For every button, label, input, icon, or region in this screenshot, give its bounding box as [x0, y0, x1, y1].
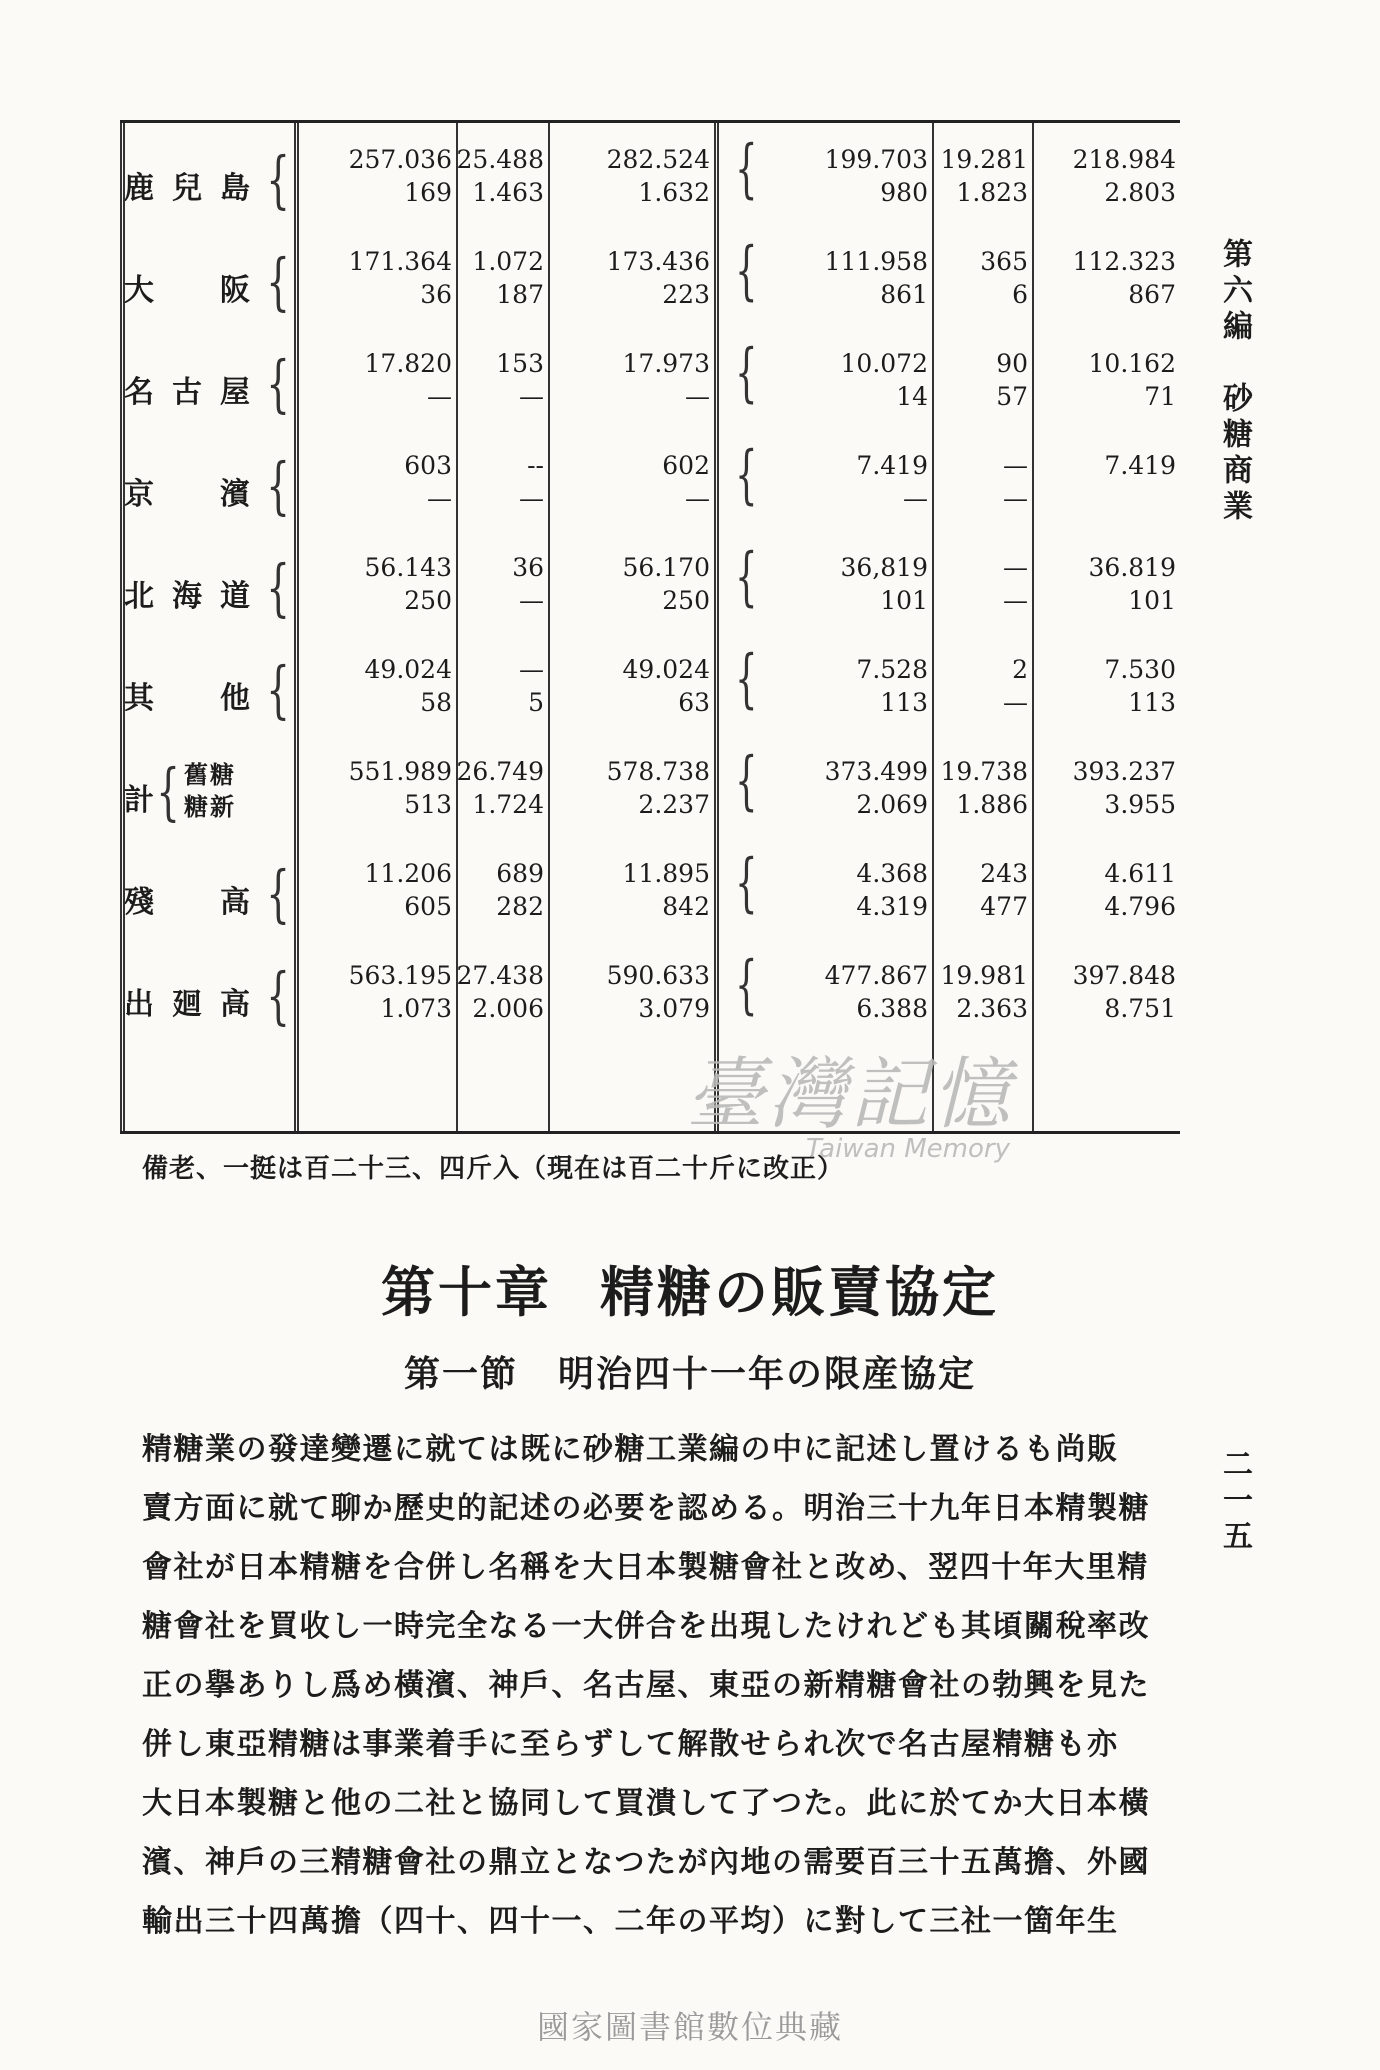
row-label-text: 大 阪: [124, 273, 252, 308]
table-cell-c2: [454, 245, 544, 321]
body-line: 併し東亞精糖は事業着手に至らずして解散せられ次で名古屋精糖も亦: [142, 1727, 1119, 1762]
cell-value: 56.143: [364, 553, 452, 582]
archive-footer: 國家圖書館數位典藏: [536, 2008, 843, 2046]
cell-value: 4.319: [856, 892, 928, 921]
side-part-label: 第六編: [1217, 238, 1252, 346]
table-row: [120, 337, 1180, 433]
body-text: [142, 1424, 1172, 1955]
cell-value: —: [685, 484, 710, 513]
cell-value: —: [519, 484, 544, 513]
cell-value: 393.237: [1072, 757, 1176, 786]
taiwan-memory-watermark: [686, 1032, 1014, 1164]
cell-value: —: [519, 382, 544, 411]
table-cell-c6: [1036, 959, 1176, 1035]
section-heading: [0, 1346, 1380, 1397]
cell-value: —: [1003, 451, 1028, 480]
cell-value: 2.803: [1104, 178, 1176, 207]
brace-mark: {: [266, 653, 292, 726]
brace-mark: {: [735, 438, 758, 512]
table-row: [120, 949, 1180, 1045]
cell-value: 56.170: [622, 553, 710, 582]
table-cell-c6: [1036, 245, 1176, 321]
cell-value: 36: [420, 280, 452, 309]
cell-value: 27.438: [456, 961, 544, 990]
cell-value: 57: [996, 382, 1028, 411]
cell-value: 243: [980, 859, 1028, 888]
table-row: [120, 745, 1180, 841]
cell-value: —: [903, 484, 928, 513]
table-cell-c3: [560, 143, 710, 219]
table-cell-c1: [302, 959, 452, 1035]
cell-value: 19.981: [940, 961, 1028, 990]
cell-value: 1.632: [638, 178, 710, 207]
row-label: [124, 959, 294, 1033]
cell-value: 25.488: [456, 145, 544, 174]
cell-value: 373.499: [824, 757, 928, 786]
cell-value: 26.749: [456, 757, 544, 786]
table-cell-c1: [302, 653, 452, 729]
row-label: [124, 551, 294, 625]
cell-value: 171.364: [348, 247, 452, 276]
table-row: [120, 235, 1180, 331]
table-cell-c3: [560, 653, 710, 729]
row-label-text: 殘 高: [124, 885, 252, 920]
table-cell-c5: [934, 347, 1028, 423]
cell-value: 1.886: [956, 790, 1028, 819]
cell-value: 153: [496, 349, 544, 378]
body-line: 大日本製糖と他の二社と協同して買潰して了つた。此に於てか大日本橫: [142, 1786, 1150, 1821]
cell-value: 563.195: [348, 961, 452, 990]
cell-value: 1.072: [472, 247, 544, 276]
cell-value: 4.796: [1104, 892, 1176, 921]
brace-mark: {: [735, 540, 758, 614]
body-line: 濱、神戶の三精糖會社の鼎立となつたが內地の需要百三十五萬擔、外國: [142, 1845, 1150, 1880]
cell-value: 250: [404, 586, 452, 615]
table-cell-c6: [1036, 551, 1176, 627]
cell-value: 19.281: [940, 145, 1028, 174]
cell-value: 7.419: [1104, 451, 1176, 480]
table-cell-c6: [1036, 347, 1176, 423]
cell-value: 282: [496, 892, 544, 921]
cell-value: 10.162: [1088, 349, 1176, 378]
table-cell-c5: [934, 857, 1028, 933]
cell-value: 111.958: [824, 247, 928, 276]
cell-value: 1.724: [472, 790, 544, 819]
table-cell-c2: [454, 551, 544, 627]
table-row: [120, 541, 1180, 637]
table-cell-c4: [778, 449, 928, 525]
chapter-title: 精糖の販賣協定: [600, 1261, 999, 1324]
cell-value: 7.528: [856, 655, 928, 684]
cell-value: 49.024: [364, 655, 452, 684]
table-row: [120, 847, 1180, 943]
cell-value: 867: [1128, 280, 1176, 309]
cell-value: 58: [420, 688, 452, 717]
table-cell-c2: [454, 857, 544, 933]
table-cell-c1: [302, 755, 452, 831]
cell-value: 1.463: [472, 178, 544, 207]
cell-value: —: [1003, 553, 1028, 582]
body-line: 精糖業の發達變遷に就ては既に砂糖工業編の中に記述し置けるも尚販: [142, 1432, 1119, 1467]
brace-mark: {: [735, 642, 758, 716]
cell-value: —: [1003, 586, 1028, 615]
cell-value: 980: [880, 178, 928, 207]
row-label: [124, 143, 294, 217]
table-cell-c3: [560, 959, 710, 1035]
table-cell-c3: [560, 551, 710, 627]
cell-value: 365: [980, 247, 1028, 276]
cell-value: 199.703: [824, 145, 928, 174]
cell-value: 14: [896, 382, 928, 411]
table-cell-c1: [302, 347, 452, 423]
cell-value: 842: [662, 892, 710, 921]
cell-value: 6: [1012, 280, 1028, 309]
cell-value: 2.237: [638, 790, 710, 819]
chapter-heading: [0, 1250, 1380, 1327]
row-label-text: 計: [124, 783, 156, 818]
row-label: [124, 245, 294, 319]
cell-value: 17.820: [364, 349, 452, 378]
cell-value: 551.989: [348, 757, 452, 786]
section-title: 明治四十一年の限産協定: [558, 1354, 977, 1395]
row-label-text: 京 濱: [124, 477, 252, 512]
cell-value: 36,819: [840, 553, 928, 582]
table-cell-c6: [1036, 857, 1176, 933]
table-row: [120, 643, 1180, 739]
cell-value: 19.738: [940, 757, 1028, 786]
cell-value: 6.388: [856, 994, 928, 1023]
table-cell-c1: [302, 449, 452, 525]
cell-value: 7.419: [856, 451, 928, 480]
cell-value: 223: [662, 280, 710, 309]
brace-mark: {: [735, 336, 758, 410]
cell-value: 397.848: [1072, 961, 1176, 990]
cell-value: 3.955: [1104, 790, 1176, 819]
cell-value: 282.524: [606, 145, 710, 174]
cell-value: 10.072: [840, 349, 928, 378]
cell-value: 257.036: [348, 145, 452, 174]
table-cell-c2: [454, 449, 544, 525]
cell-value: 513: [404, 790, 452, 819]
cell-value: 2.069: [856, 790, 928, 819]
watermark-logo: 臺灣記憶: [686, 1050, 1015, 1140]
table-cell-c4: [778, 143, 928, 219]
cell-value: 113: [880, 688, 928, 717]
cell-value: 5: [528, 688, 544, 717]
table-cell-c1: [302, 551, 452, 627]
brace-mark: {: [735, 744, 758, 818]
table-cell-c5: [934, 245, 1028, 321]
table-cell-c1: [302, 245, 452, 321]
cell-value: 861: [880, 280, 928, 309]
table-cell-c4: [778, 245, 928, 321]
cell-value: 11.206: [364, 859, 452, 888]
cell-value: 90: [996, 349, 1028, 378]
cell-value: 590.633: [606, 961, 710, 990]
row-label-text: 其 他: [124, 681, 252, 716]
table-cell-c5: [934, 653, 1028, 729]
cell-value: 63: [678, 688, 710, 717]
cell-value: —: [685, 382, 710, 411]
cell-value: 17.973: [622, 349, 710, 378]
cell-value: 36: [512, 553, 544, 582]
row-label-text: 出 廻 高: [124, 987, 252, 1022]
cell-value: 605: [404, 892, 452, 921]
cell-value: 71: [1144, 382, 1176, 411]
page-number: 二一五: [1217, 1448, 1252, 1556]
brace-mark: {: [266, 245, 292, 318]
table-cell-c6: [1036, 143, 1176, 219]
watermark-subtitle: Taiwan Memory: [806, 1134, 1010, 1164]
table-cell-c3: [560, 245, 710, 321]
table-cell-c5: [934, 143, 1028, 219]
brace-mark: {: [266, 449, 292, 522]
cell-value: —: [519, 586, 544, 615]
row-sublabels: [184, 759, 236, 823]
cell-value: 101: [1128, 586, 1176, 615]
cell-value: 173.436: [606, 247, 710, 276]
cell-value: 3.079: [638, 994, 710, 1023]
cell-value: 187: [496, 280, 544, 309]
cell-value: 602: [662, 451, 710, 480]
table-cell-c1: [302, 857, 452, 933]
cell-value: 11.895: [622, 859, 710, 888]
table-cell-c4: [778, 755, 928, 831]
row-label: [124, 449, 294, 523]
table-cell-c3: [560, 857, 710, 933]
brace-mark: {: [266, 143, 292, 216]
brace-mark: {: [735, 234, 758, 308]
sugar-table: [120, 120, 1180, 1134]
table-cell-c3: [560, 347, 710, 423]
cell-value: 1.823: [956, 178, 1028, 207]
brace-mark: {: [735, 948, 758, 1022]
table-cell-c5: [934, 551, 1028, 627]
table-footnote: 備老、一挺は百二十三、四斤入（現在は百二十斤に改正）: [142, 1154, 845, 1184]
cell-value: 2: [1012, 655, 1028, 684]
cell-value: 578.738: [606, 757, 710, 786]
cell-value: —: [519, 655, 544, 684]
body-line: 賣方面に就て聊か歷史的記述の必要を認める。明治三十九年日本精製糖: [142, 1491, 1150, 1526]
section-number: 第一節: [403, 1354, 518, 1395]
cell-value: 2.363: [956, 994, 1028, 1023]
cell-value: 7.530: [1104, 655, 1176, 684]
cell-value: 2.006: [472, 994, 544, 1023]
table-cell-c3: [560, 755, 710, 831]
body-line: 輸出三十四萬擔（四十、四十一、二年の平均）に對して三社一箇年生: [142, 1904, 1119, 1939]
body-line: 糖會社を買收し一時完全なる一大併合を出現したけれども其頃關稅率改: [142, 1609, 1150, 1644]
body-line: 正の擧ありし爲め橫濱、神戶、名古屋、東亞の新精糖會社の勃興を見た: [142, 1668, 1150, 1703]
table-cell-c2: [454, 143, 544, 219]
table-row: [120, 133, 1180, 229]
cell-value: 250: [662, 586, 710, 615]
table-cell-c5: [934, 959, 1028, 1035]
cell-value: 101: [880, 586, 928, 615]
brace-mark: {: [735, 846, 758, 920]
cell-value: —: [427, 484, 452, 513]
brace-mark: {: [735, 132, 758, 206]
row-sublabel: 糖新: [184, 792, 236, 821]
row-label: [124, 857, 294, 931]
cell-value: —: [427, 382, 452, 411]
cell-value: 477.867: [824, 961, 928, 990]
cell-value: 603: [404, 451, 452, 480]
table-cell-c5: [934, 755, 1028, 831]
brace-mark: {: [266, 347, 292, 420]
cell-value: 112.323: [1072, 247, 1176, 276]
cell-value: --: [527, 451, 544, 480]
table-cell-c6: [1036, 653, 1176, 729]
cell-value: 689: [496, 859, 544, 888]
brace-mark: {: [156, 755, 182, 828]
cell-value: [1036, 482, 1176, 515]
row-label: [124, 755, 294, 829]
cell-value: 218.984: [1072, 145, 1176, 174]
table-cell-c1: [302, 143, 452, 219]
table-cell-c3: [560, 449, 710, 525]
cell-value: 4.611: [1104, 859, 1176, 888]
table-cell-c4: [778, 959, 928, 1035]
table-cell-c4: [778, 857, 928, 933]
brace-mark: {: [266, 959, 292, 1032]
table-cell-c6: [1036, 755, 1176, 831]
table-cell-c6: [1036, 449, 1176, 525]
table-cell-c2: [454, 347, 544, 423]
table-row: [120, 439, 1180, 535]
row-label-text: 北 海 道: [124, 579, 252, 614]
cell-value: 1.073: [380, 994, 452, 1023]
cell-value: 477: [980, 892, 1028, 921]
row-sublabel: 舊糖: [184, 760, 236, 789]
cell-value: 36.819: [1088, 553, 1176, 582]
side-title-label: 砂糖商業: [1217, 382, 1252, 526]
brace-mark: {: [266, 551, 292, 624]
cell-value: 49.024: [622, 655, 710, 684]
table-cell-c4: [778, 551, 928, 627]
brace-mark: {: [266, 857, 292, 930]
table-cell-c4: [778, 347, 928, 423]
table-cell-c5: [934, 449, 1028, 525]
cell-value: 113: [1128, 688, 1176, 717]
cell-value: 4.368: [856, 859, 928, 888]
row-label: [124, 347, 294, 421]
row-label: [124, 653, 294, 727]
body-line: 會社が日本精糖を合併し名稱を大日本製糖會社と改め、翌四十年大里精: [142, 1550, 1149, 1585]
cell-value: —: [1003, 484, 1028, 513]
table-cell-c2: [454, 653, 544, 729]
table-cell-c2: [454, 755, 544, 831]
cell-value: 169: [404, 178, 452, 207]
table-cell-c4: [778, 653, 928, 729]
table-cell-c2: [454, 959, 544, 1035]
cell-value: —: [1003, 688, 1028, 717]
chapter-number: 第十章: [381, 1261, 552, 1324]
cell-value: 8.751: [1104, 994, 1176, 1023]
row-label-text: 鹿 兒 島: [124, 171, 252, 206]
row-label-text: 名 古 屋: [124, 375, 252, 410]
